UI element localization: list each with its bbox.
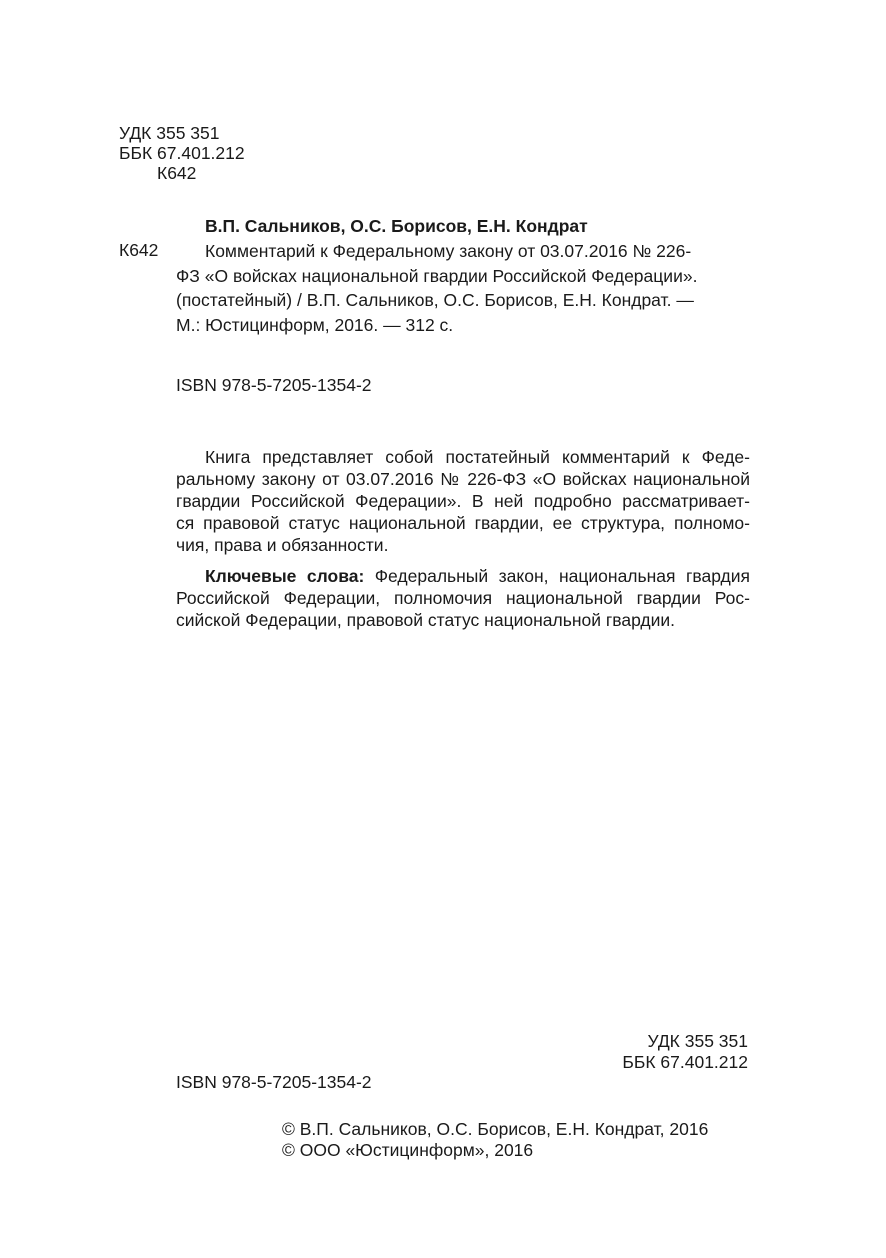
- annotation-line: ся правовой статус национальной гвардии, ее структура, полномо-: [176, 513, 750, 533]
- bbk-code: ББК 67.401.212: [622, 1052, 748, 1072]
- copyright-authors: © В.П. Сальников, О.С. Борисов, Е.Н. Кондрат, 2016: [282, 1119, 709, 1139]
- biblio-line: (постатейный) / В.П. Сальников, О.С. Борисов, Е.Н. Кондрат. —: [176, 290, 694, 310]
- authors-heading: В.П. Сальников, О.С. Борисов, Е.Н. Кондрат: [205, 216, 588, 236]
- cutter-mark: К642: [119, 240, 159, 260]
- bibliographic-description: [176, 239, 750, 337]
- annotation-line: гвардии Российской Федерации». В ней подробно рассматривает-: [176, 491, 750, 511]
- catalog-codes-bottom: [622, 1031, 748, 1073]
- annotation: [176, 446, 750, 556]
- keywords-text: Федеральный закон, национальная гвардия: [364, 566, 750, 586]
- biblio-line: Комментарий к Федеральному закону от 03.07.2016 № 226-: [205, 241, 692, 261]
- copyright-publisher: © ООО «Юстицинформ», 2016: [282, 1140, 534, 1160]
- annotation-line: чия, права и обязанности.: [176, 535, 389, 555]
- cutter-code: К642: [157, 163, 197, 183]
- isbn-bottom: ISBN 978-5-7205-1354-2: [176, 1072, 372, 1092]
- annotation-line: Книга представляет собой постатейный комментарий к Феде-: [205, 447, 750, 467]
- keywords-label: Ключевые слова:: [205, 566, 365, 586]
- copyright-block: [282, 1119, 708, 1161]
- keywords: [176, 565, 750, 631]
- keywords-line: сийской Федерации, правовой статус национальной гвардии.: [176, 610, 676, 630]
- biblio-line: М.: Юстицинформ, 2016. — 312 с.: [176, 314, 454, 335]
- catalog-codes-top: [119, 123, 245, 183]
- bbk-code: ББК 67.401.212: [119, 143, 245, 163]
- udk-code: УДК 355 351: [647, 1031, 748, 1051]
- keywords-line: Российской Федерации, полномочия национальной гвардии Рос-: [176, 588, 750, 608]
- isbn-top: ISBN 978-5-7205-1354-2: [176, 375, 372, 395]
- keywords-first-line: [176, 565, 750, 587]
- annotation-line: ральному закону от 03.07.2016 № 226-ФЗ «О войсках национальной: [176, 469, 750, 489]
- biblio-line: ФЗ «О войсках национальной гвардии Российской Федерации».: [176, 265, 698, 286]
- udk-code: УДК 355 351: [119, 123, 220, 143]
